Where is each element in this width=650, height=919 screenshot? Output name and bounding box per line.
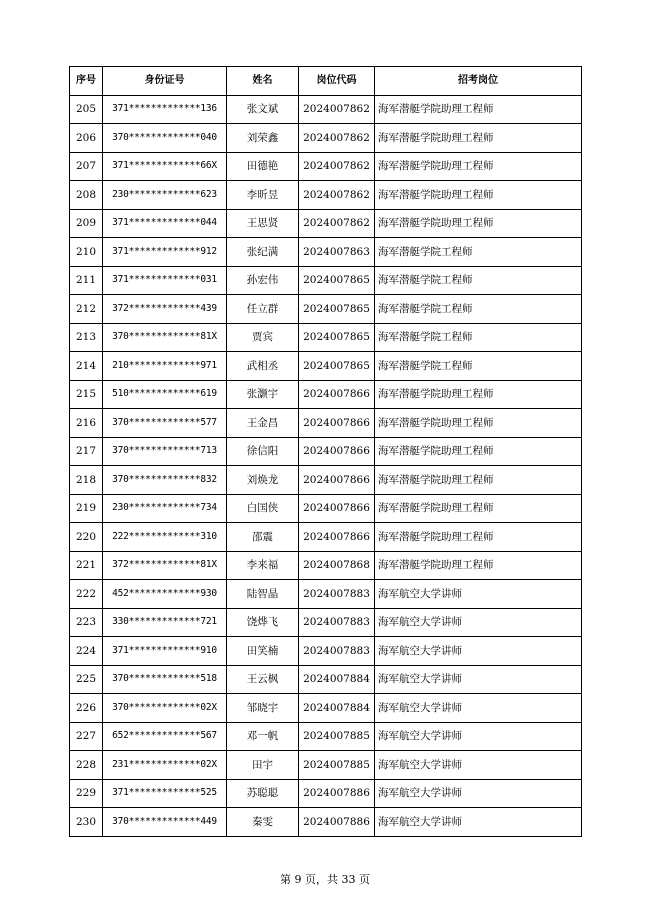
cell-serial: 210 bbox=[70, 238, 103, 267]
cell-serial: 220 bbox=[70, 523, 103, 552]
header-position-code: 岗位代码 bbox=[299, 67, 375, 96]
cell-position-code: 2024007884 bbox=[299, 665, 375, 694]
cell-position: 海军航空大学讲师 bbox=[375, 580, 582, 609]
cell-id-number: 372*************439 bbox=[103, 295, 227, 324]
cell-id-number: 230*************623 bbox=[103, 181, 227, 210]
cell-position-code: 2024007866 bbox=[299, 437, 375, 466]
cell-id-number: 370*************02X bbox=[103, 694, 227, 723]
cell-id-number: 371*************66X bbox=[103, 152, 227, 181]
cell-id-number: 652*************567 bbox=[103, 722, 227, 751]
cell-id-number: 370*************449 bbox=[103, 808, 227, 837]
table-row bbox=[70, 808, 582, 837]
cell-serial: 216 bbox=[70, 409, 103, 438]
cell-id-number: 370*************832 bbox=[103, 466, 227, 495]
cell-serial: 209 bbox=[70, 209, 103, 238]
cell-position: 海军潜艇学院工程师 bbox=[375, 323, 582, 352]
header-serial: 序号 bbox=[70, 67, 103, 96]
cell-position-code: 2024007865 bbox=[299, 352, 375, 381]
cell-id-number: 510*************619 bbox=[103, 380, 227, 409]
cell-position: 海军潜艇学院工程师 bbox=[375, 238, 582, 267]
table-row bbox=[70, 694, 582, 723]
cell-id-number: 370*************518 bbox=[103, 665, 227, 694]
cell-id-number: 370*************577 bbox=[103, 409, 227, 438]
cell-serial: 214 bbox=[70, 352, 103, 381]
cell-id-number: 371*************910 bbox=[103, 637, 227, 666]
cell-name: 张文斌 bbox=[227, 95, 299, 124]
cell-name: 秦雯 bbox=[227, 808, 299, 837]
cell-id-number: 231*************02X bbox=[103, 751, 227, 780]
cell-serial: 223 bbox=[70, 608, 103, 637]
cell-serial: 217 bbox=[70, 437, 103, 466]
header-id-number: 身份证号 bbox=[103, 67, 227, 96]
cell-position-code: 2024007862 bbox=[299, 152, 375, 181]
cell-position: 海军潜艇学院助理工程师 bbox=[375, 466, 582, 495]
cell-name: 李来福 bbox=[227, 551, 299, 580]
cell-serial: 205 bbox=[70, 95, 103, 124]
cell-position-code: 2024007886 bbox=[299, 808, 375, 837]
table-row bbox=[70, 181, 582, 210]
cell-name: 邹晓宇 bbox=[227, 694, 299, 723]
cell-id-number: 210*************971 bbox=[103, 352, 227, 381]
table-row bbox=[70, 437, 582, 466]
cell-id-number: 370*************713 bbox=[103, 437, 227, 466]
cell-position-code: 2024007863 bbox=[299, 238, 375, 267]
cell-name: 王金昌 bbox=[227, 409, 299, 438]
cell-position-code: 2024007862 bbox=[299, 95, 375, 124]
cell-serial: 222 bbox=[70, 580, 103, 609]
cell-name: 张灏宇 bbox=[227, 380, 299, 409]
cell-position: 海军潜艇学院助理工程师 bbox=[375, 124, 582, 153]
cell-position: 海军潜艇学院工程师 bbox=[375, 295, 582, 324]
cell-position: 海军航空大学讲师 bbox=[375, 722, 582, 751]
cell-position-code: 2024007883 bbox=[299, 637, 375, 666]
cell-position-code: 2024007865 bbox=[299, 295, 375, 324]
cell-position-code: 2024007866 bbox=[299, 523, 375, 552]
page-number-footer: 第 9 页，共 33 页 bbox=[280, 873, 370, 886]
cell-serial: 221 bbox=[70, 551, 103, 580]
cell-position-code: 2024007862 bbox=[299, 181, 375, 210]
cell-name: 陆智晶 bbox=[227, 580, 299, 609]
cell-serial: 218 bbox=[70, 466, 103, 495]
cell-position-code: 2024007886 bbox=[299, 779, 375, 808]
table-row bbox=[70, 380, 582, 409]
cell-position: 海军潜艇学院助理工程师 bbox=[375, 209, 582, 238]
cell-position: 海军潜艇学院助理工程师 bbox=[375, 437, 582, 466]
cell-position: 海军潜艇学院助理工程师 bbox=[375, 523, 582, 552]
table-row bbox=[70, 580, 582, 609]
table-row bbox=[70, 352, 582, 381]
cell-position-code: 2024007866 bbox=[299, 494, 375, 523]
cell-serial: 207 bbox=[70, 152, 103, 181]
cell-serial: 208 bbox=[70, 181, 103, 210]
table-row bbox=[70, 551, 582, 580]
candidate-table bbox=[69, 66, 582, 837]
cell-position-code: 2024007865 bbox=[299, 323, 375, 352]
cell-position-code: 2024007884 bbox=[299, 694, 375, 723]
cell-name: 刘荣鑫 bbox=[227, 124, 299, 153]
cell-id-number: 371*************044 bbox=[103, 209, 227, 238]
cell-position: 海军潜艇学院助理工程师 bbox=[375, 551, 582, 580]
cell-position-code: 2024007885 bbox=[299, 722, 375, 751]
cell-name: 贾宾 bbox=[227, 323, 299, 352]
cell-name: 任立群 bbox=[227, 295, 299, 324]
cell-id-number: 371*************912 bbox=[103, 238, 227, 267]
cell-position-code: 2024007862 bbox=[299, 124, 375, 153]
cell-name: 王思贤 bbox=[227, 209, 299, 238]
cell-position: 海军潜艇学院工程师 bbox=[375, 266, 582, 295]
cell-serial: 226 bbox=[70, 694, 103, 723]
cell-position: 海军航空大学讲师 bbox=[375, 608, 582, 637]
table-row bbox=[70, 608, 582, 637]
cell-serial: 227 bbox=[70, 722, 103, 751]
cell-position: 海军航空大学讲师 bbox=[375, 808, 582, 837]
table-row bbox=[70, 124, 582, 153]
cell-id-number: 230*************734 bbox=[103, 494, 227, 523]
cell-position: 海军航空大学讲师 bbox=[375, 779, 582, 808]
cell-serial: 215 bbox=[70, 380, 103, 409]
cell-id-number: 371*************136 bbox=[103, 95, 227, 124]
cell-position-code: 2024007883 bbox=[299, 608, 375, 637]
cell-serial: 224 bbox=[70, 637, 103, 666]
cell-position-code: 2024007865 bbox=[299, 266, 375, 295]
cell-name: 孙宏伟 bbox=[227, 266, 299, 295]
table-row bbox=[70, 238, 582, 267]
cell-serial: 219 bbox=[70, 494, 103, 523]
table-row bbox=[70, 751, 582, 780]
cell-serial: 230 bbox=[70, 808, 103, 837]
cell-id-number: 371*************031 bbox=[103, 266, 227, 295]
cell-name: 徐信阳 bbox=[227, 437, 299, 466]
table-row bbox=[70, 637, 582, 666]
cell-name: 武相丞 bbox=[227, 352, 299, 381]
cell-serial: 206 bbox=[70, 124, 103, 153]
table-row bbox=[70, 95, 582, 124]
cell-position: 海军航空大学讲师 bbox=[375, 694, 582, 723]
table-row bbox=[70, 523, 582, 552]
cell-position: 海军潜艇学院助理工程师 bbox=[375, 181, 582, 210]
cell-position-code: 2024007883 bbox=[299, 580, 375, 609]
cell-position: 海军潜艇学院助理工程师 bbox=[375, 380, 582, 409]
table-row bbox=[70, 209, 582, 238]
cell-position: 海军潜艇学院助理工程师 bbox=[375, 95, 582, 124]
table-row bbox=[70, 779, 582, 808]
header-position: 招考岗位 bbox=[375, 67, 582, 96]
cell-name: 李昕昱 bbox=[227, 181, 299, 210]
table-row bbox=[70, 152, 582, 181]
cell-id-number: 370*************81X bbox=[103, 323, 227, 352]
table-row bbox=[70, 295, 582, 324]
cell-position-code: 2024007868 bbox=[299, 551, 375, 580]
table-row bbox=[70, 665, 582, 694]
cell-name: 邓一帆 bbox=[227, 722, 299, 751]
table-row bbox=[70, 494, 582, 523]
cell-id-number: 371*************525 bbox=[103, 779, 227, 808]
table-row bbox=[70, 409, 582, 438]
cell-id-number: 452*************930 bbox=[103, 580, 227, 609]
cell-name: 田宇 bbox=[227, 751, 299, 780]
cell-serial: 212 bbox=[70, 295, 103, 324]
cell-name: 白国侠 bbox=[227, 494, 299, 523]
cell-id-number: 372*************81X bbox=[103, 551, 227, 580]
header-name: 姓名 bbox=[227, 67, 299, 96]
cell-position: 海军潜艇学院助理工程师 bbox=[375, 409, 582, 438]
cell-name: 田德艳 bbox=[227, 152, 299, 181]
cell-name: 邵震 bbox=[227, 523, 299, 552]
cell-position-code: 2024007885 bbox=[299, 751, 375, 780]
cell-name: 王云枫 bbox=[227, 665, 299, 694]
table-row bbox=[70, 323, 582, 352]
cell-id-number: 330*************721 bbox=[103, 608, 227, 637]
table-row bbox=[70, 266, 582, 295]
table-row bbox=[70, 722, 582, 751]
cell-serial: 211 bbox=[70, 266, 103, 295]
cell-position: 海军航空大学讲师 bbox=[375, 665, 582, 694]
cell-name: 苏聪聪 bbox=[227, 779, 299, 808]
cell-position: 海军潜艇学院助理工程师 bbox=[375, 494, 582, 523]
cell-position-code: 2024007866 bbox=[299, 466, 375, 495]
table-body bbox=[70, 95, 582, 836]
cell-serial: 225 bbox=[70, 665, 103, 694]
cell-position: 海军潜艇学院助理工程师 bbox=[375, 152, 582, 181]
cell-id-number: 370*************040 bbox=[103, 124, 227, 153]
cell-position-code: 2024007866 bbox=[299, 409, 375, 438]
cell-name: 饶烨飞 bbox=[227, 608, 299, 637]
cell-id-number: 222*************310 bbox=[103, 523, 227, 552]
cell-position-code: 2024007862 bbox=[299, 209, 375, 238]
table-header-row bbox=[70, 67, 582, 96]
cell-name: 张纪满 bbox=[227, 238, 299, 267]
cell-name: 田笑楠 bbox=[227, 637, 299, 666]
cell-position: 海军航空大学讲师 bbox=[375, 637, 582, 666]
table-row bbox=[70, 466, 582, 495]
cell-position: 海军潜艇学院工程师 bbox=[375, 352, 582, 381]
cell-serial: 229 bbox=[70, 779, 103, 808]
cell-serial: 213 bbox=[70, 323, 103, 352]
cell-position-code: 2024007866 bbox=[299, 380, 375, 409]
cell-serial: 228 bbox=[70, 751, 103, 780]
cell-name: 刘焕龙 bbox=[227, 466, 299, 495]
cell-position: 海军航空大学讲师 bbox=[375, 751, 582, 780]
